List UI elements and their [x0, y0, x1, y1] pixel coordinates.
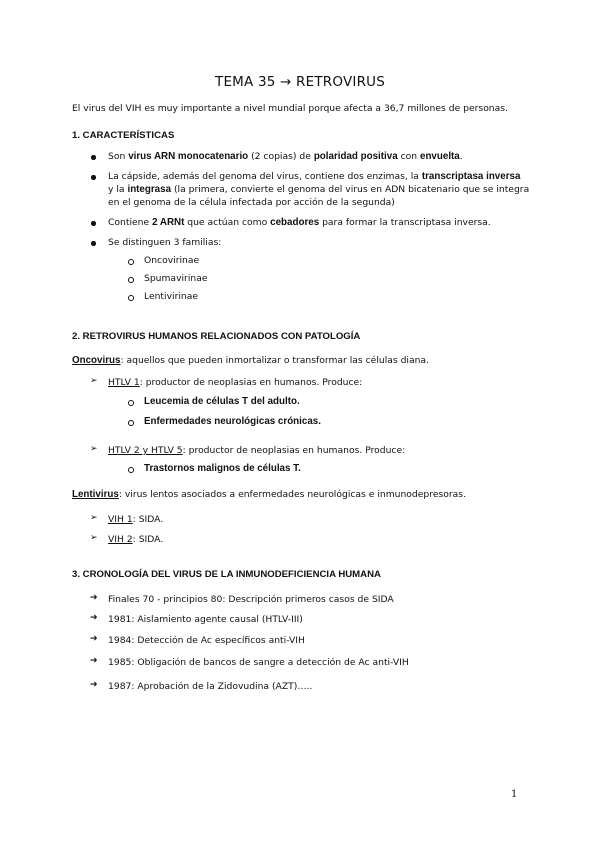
timeline-item: Finales 70 - principios 80: Descripción primeros casos de SIDA — [108, 594, 394, 605]
vih1-item: VIH 1: SIDA. — [108, 514, 164, 525]
circle-bullet — [128, 400, 134, 406]
htlv2-item: HTLV 2 y HTLV 5: productor de neoplasias en humanos. Produce: — [108, 445, 406, 456]
htlv2-disease: Trastornos malignos de células T. — [144, 463, 301, 474]
page-title: TEMA 35 → RETROVIRUS — [215, 74, 385, 90]
circle-bullet — [128, 420, 134, 426]
circle-bullet — [128, 277, 134, 283]
arrow-bullet-icon: ➢ — [90, 376, 98, 386]
htlv1-item: HTLV 1: productor de neoplasias en humanos. Produce: — [108, 377, 363, 388]
bullet-dot — [91, 155, 96, 160]
htlv1-disease: Leucemia de células T del adulto. — [144, 396, 300, 407]
circle-bullet — [128, 295, 134, 301]
characteristic-1: Son virus ARN monocatenario (2 copias) de polaridad positiva con envuelta. — [108, 151, 463, 162]
section-1-heading: 1. CARACTERÍSTICAS — [72, 130, 175, 141]
bullet-dot — [91, 221, 96, 226]
timeline-item: 1984: Detección de Ac específicos anti-VIH — [108, 635, 305, 646]
section-2-heading: 2. RETROVIRUS HUMANOS RELACIONADOS CON PATOLOGÍA — [72, 331, 361, 342]
timeline-item: 1987: Aprobación de la Zidovudina (AZT)….. — [108, 681, 313, 692]
intro-paragraph: El virus del VIH es muy importante a nivel mundial porque afecta a 36,7 millones de personas. — [72, 103, 508, 114]
arrow-right-icon: ➔ — [90, 656, 98, 666]
htlv1-disease: Enfermedades neurológicas crónicas. — [144, 416, 321, 427]
timeline-item: 1981: Aislamiento agente causal (HTLV-III) — [108, 614, 303, 625]
bullet-dot — [91, 175, 96, 180]
arrow-right-icon: ➔ — [90, 613, 98, 623]
oncovirus-definition: Oncovirus: aquellos que pueden inmortalizar o transformar las células diana. — [72, 355, 429, 366]
lentivirus-definition: Lentivirus: virus lentos asociados a enfermedades neurológicas e inmunodepresoras. — [72, 489, 466, 500]
arrow-right-icon: ➔ — [90, 634, 98, 644]
vih2-item: VIH 2: SIDA. — [108, 534, 164, 545]
characteristic-4: Se distinguen 3 familias: — [108, 237, 222, 248]
characteristic-2-line-1: La cápside, además del genoma del virus, contiene dos enzimas, la transcriptasa inversa — [108, 171, 521, 182]
family-item: Spumavirinae — [144, 273, 208, 284]
arrow-right-icon: ➔ — [90, 680, 98, 690]
page-number: 1 — [511, 789, 518, 800]
characteristic-2-line-3: en el genoma de la célula infectada por acción de la segunda) — [108, 197, 395, 208]
family-item: Lentivirinae — [144, 291, 199, 302]
characteristic-2-line-2: y la integrasa (la primera, convierte el genoma del virus en ADN bicatenario que se integra — [108, 184, 530, 195]
circle-bullet — [128, 259, 134, 265]
circle-bullet — [128, 467, 134, 473]
arrow-bullet-icon: ➢ — [90, 444, 98, 454]
arrow-bullet-icon: ➢ — [90, 513, 98, 523]
bullet-dot — [91, 241, 96, 246]
characteristic-3: Contiene 2 ARNt que actúan como cebadores para formar la transcriptasa inversa. — [108, 217, 491, 228]
section-3-heading: 3. CRONOLOGÍA DEL VIRUS DE LA INMUNODEFICIENCIA HUMANA — [72, 569, 381, 580]
timeline-item: 1985: Obligación de bancos de sangre a detección de Ac anti-VIH — [108, 657, 409, 668]
family-item: Oncovirinae — [144, 255, 200, 266]
arrow-right-icon: ➔ — [90, 593, 98, 603]
arrow-bullet-icon: ➢ — [90, 533, 98, 543]
